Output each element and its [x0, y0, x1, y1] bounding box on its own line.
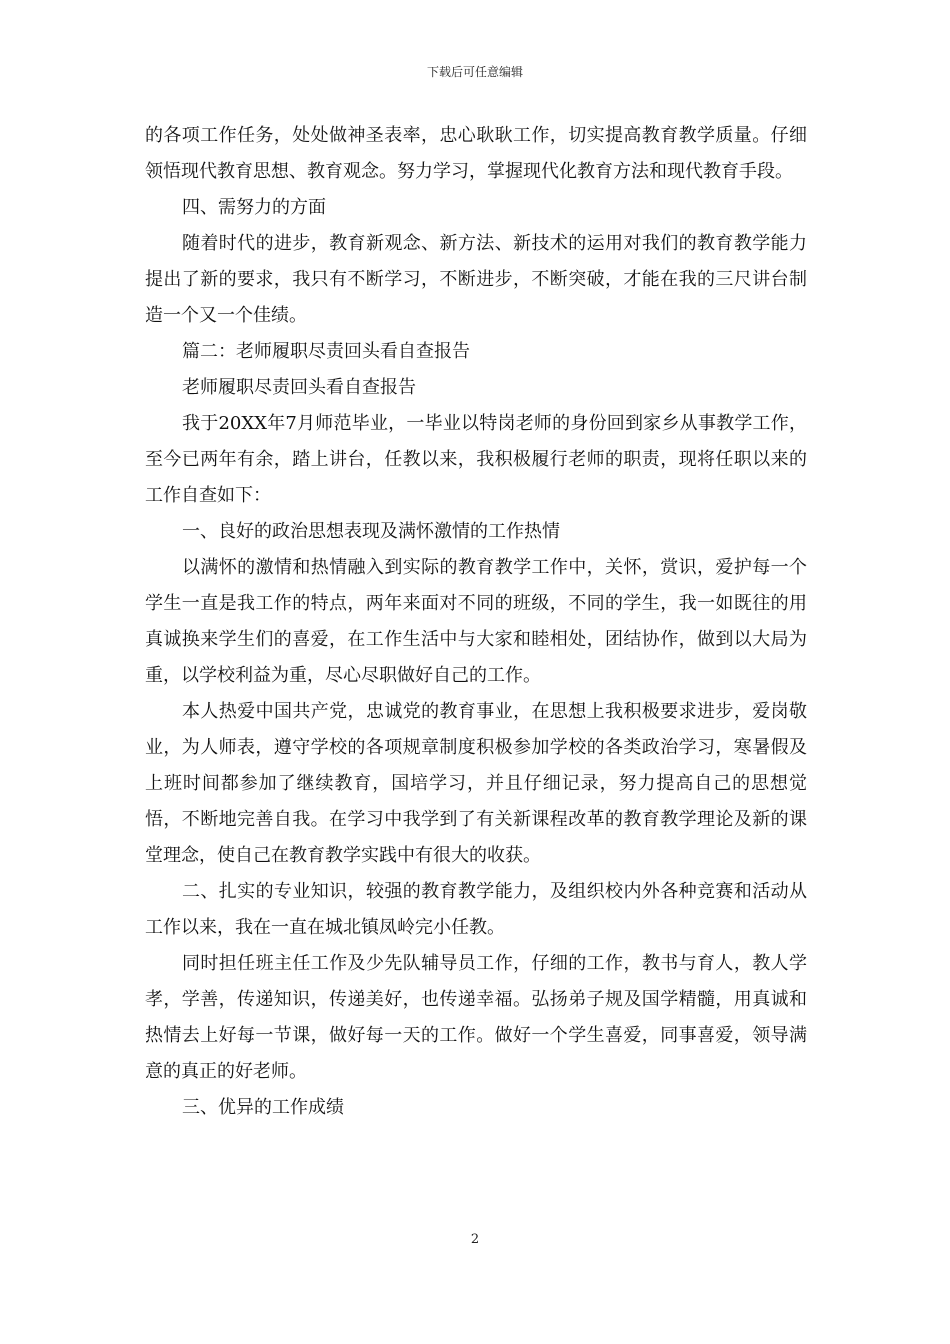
- report-title: 老师履职尽责回头看自查报告: [182, 377, 416, 398]
- section-heading-3: 三、优异的工作成绩: [182, 1097, 344, 1118]
- section-heading-1: 一、良好的政治思想表现及满怀激情的工作热情: [182, 521, 560, 542]
- document-body: [145, 118, 807, 1126]
- paragraph-4: 以满怀的激情和热情融入到实际的教育教学工作中，关怀，赏识，爱护每一个学生一直是我工作的特点，两年来面对不同的班级，不同的学生，我一如既往的用真诚换来学生们的喜爱，在工作生活中与大家和睦相处，团结协作，做到以大局为重，以学校利益为重，尽心尽职做好自己的工作。: [145, 557, 807, 686]
- page-header: 下载后可任意编辑: [426, 65, 523, 79]
- section-heading-4: 四、需努力的方面: [182, 197, 326, 218]
- paragraph-6: 同时担任班主任工作及少先队辅导员工作，仔细的工作，教书与育人，教人学孝，学善，传递知识，传递美好，也传递幸福。弘扬弟子规及国学精髓，用真诚和热情去上好每一节课，做好每一天的工作。做好一个学生喜爱，同事喜爱，领导满意的真正的好老师。: [145, 953, 807, 1082]
- page-number: 2: [470, 1232, 480, 1247]
- paragraph-1: 的各项工作任务，处处做神圣表率，忠心耿耿工作，切实提高教育教学质量。仔细领悟现代教育思想、教育观念。努力学习，掌握现代化教育方法和现代教育手段。: [145, 125, 807, 182]
- section-heading-2: 二、扎实的专业知识，较强的教育教学能力，及组织校内外各种竞赛和活动从工作以来，我在一直在城北镇凤岭完小任教。: [145, 881, 807, 938]
- article-title: 篇二：老师履职尽责回头看自查报告: [182, 341, 470, 362]
- paragraph-5: 本人热爱中国共产党，忠诚党的教育事业，在思想上我积极要求进步，爱岗敬业，为人师表，遵守学校的各项规章制度积极参加学校的各类政治学习，寒暑假及上班时间都参加了继续教育，国培学习，并且仔细记录，努力提高自己的思想觉悟，不断地完善自我。在学习中我学到了有关新课程改革的教育教学理论及新的课堂理念，使自己在教育教学实践中有很大的收获。: [145, 701, 807, 866]
- paragraph-3: 我于20XX年7月师范毕业，一毕业以特岗老师的身份回到家乡从事教学工作，至今已两年有余，踏上讲台，任教以来，我积极履行老师的职责，现将任职以来的工作自查如下：: [145, 413, 807, 506]
- paragraph-2: 随着时代的进步，教育新观念、新方法、新技术的运用对我们的教育教学能力提出了新的要求，我只有不断学习，不断进步，不断突破，才能在我的三尺讲台制造一个又一个佳绩。: [145, 233, 807, 326]
